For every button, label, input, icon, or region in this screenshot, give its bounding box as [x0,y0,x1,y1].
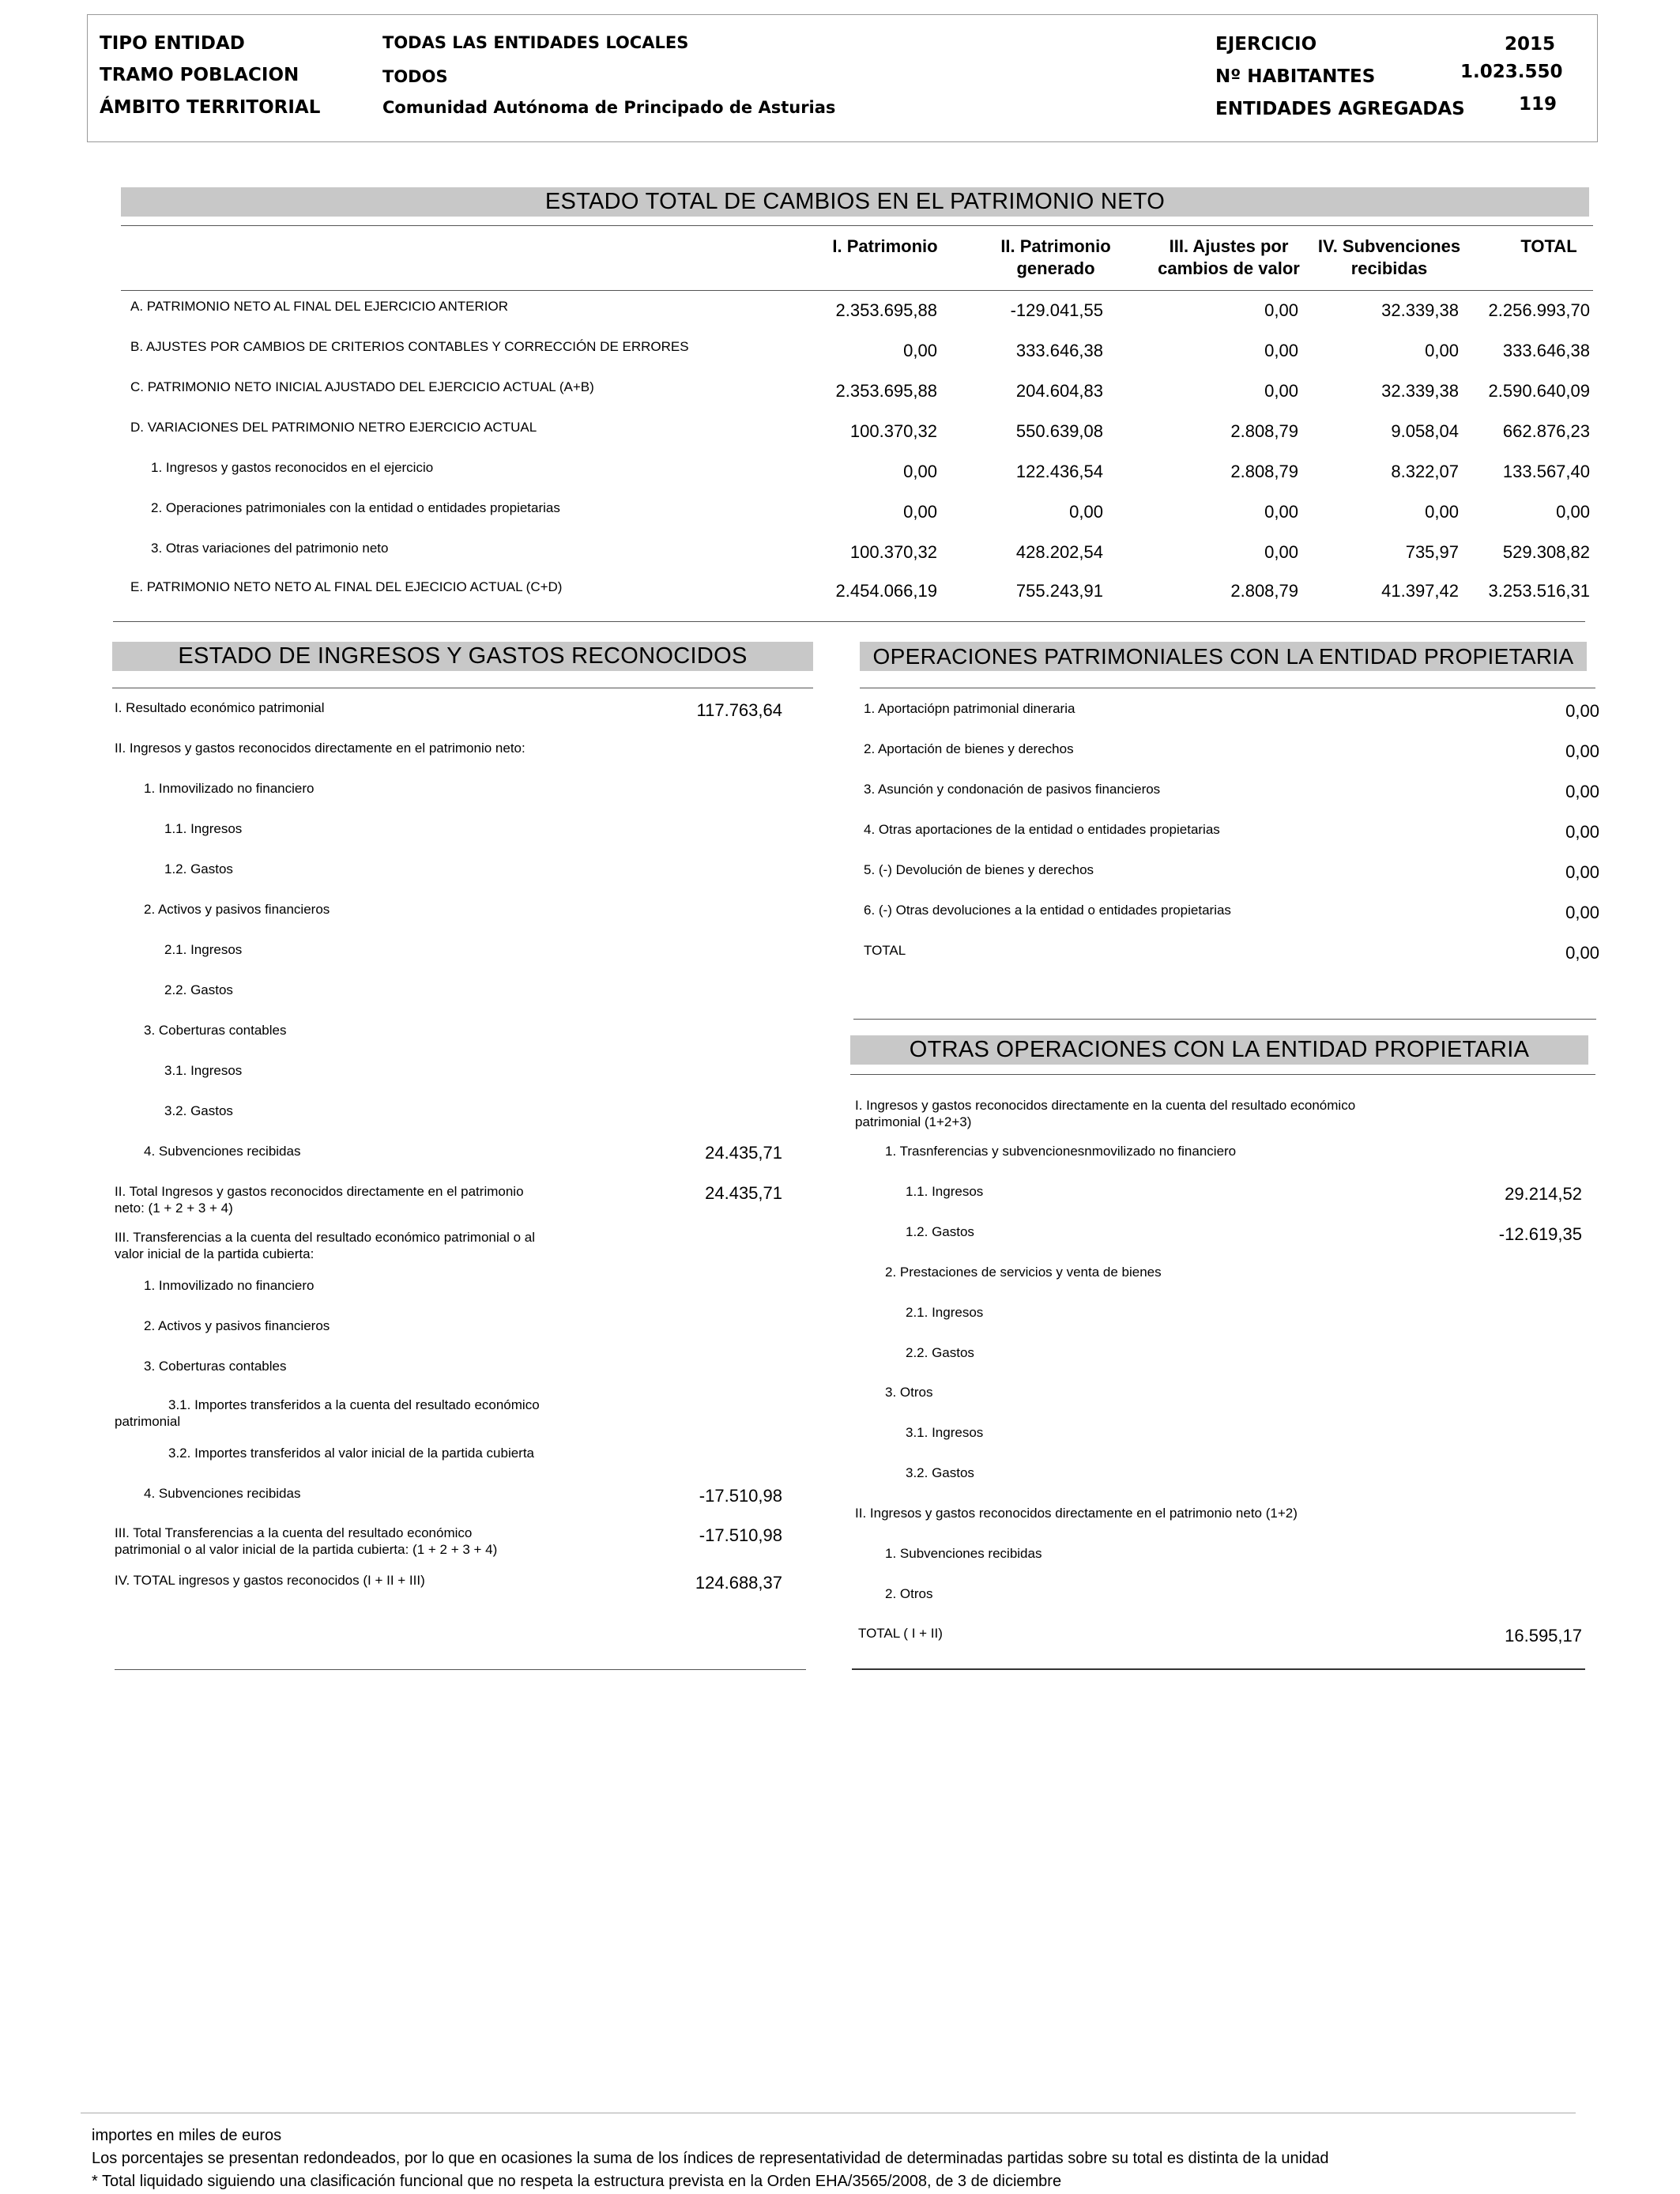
row-label: 2. Operaciones patrimoniales con la entidad o entidades propietarias [151,500,560,515]
item-value: 24.435,71 [705,1143,782,1163]
item-value: -12.619,35 [1498,1224,1582,1244]
row-value: 3.253.516,31 [1488,581,1590,601]
row-value: 2.256.993,70 [1488,300,1590,320]
row-value: 41.397,42 [1381,581,1459,601]
row-value: 2.590.640,09 [1488,381,1590,401]
row-value: 100.370,32 [849,542,937,562]
item-label: 3. Coberturas contables [144,1023,287,1038]
column-header: II. Patrimonio generado [1000,236,1111,278]
row-value: 100.370,32 [849,421,937,441]
footer-rounding-note: Los porcentajes se presentan redondeados, por lo que en ocasiones la suma de los índices de representatividad de determinadas partidas sobre su total es distinta de la unidad [92,2150,1329,2167]
item-label: 2. Otros [885,1586,933,1601]
item-value: 0,00 [1565,822,1599,842]
item-label: I. Resultado económico patrimonial [115,700,325,715]
footer-units-note: importes en miles de euros [92,2127,282,2144]
item-label: 3.1. Ingresos [906,1425,984,1440]
item-label: II. Ingresos y gastos reconocidos directamente en el patrimonio neto (1+2) [855,1506,1298,1521]
item-label: 2.1. Ingresos [906,1305,984,1320]
row-value: 0,00 [1264,502,1298,522]
row-value: 204.604,83 [1015,381,1103,401]
row-value: 133.567,40 [1502,462,1590,481]
item-value: 0,00 [1565,741,1599,761]
item-label: 3. Otros [885,1385,933,1400]
item-label: I. Ingresos y gastos reconocidos directamente en la cuenta del resultado económico patrimonial (1+2+3) [855,1098,1356,1129]
otras-bottom-rule [852,1668,1585,1670]
item-value: 124.688,37 [695,1573,782,1593]
table-header-rule [121,290,1593,291]
row-value: 755.243,91 [1015,581,1103,601]
item-label: 2. Activos y pasivos financieros [144,902,330,917]
operaciones-title: OPERACIONES PATRIMONIALES CON LA ENTIDAD PROPIETARIA [860,642,1587,671]
row-value: 9.058,04 [1391,421,1459,441]
entidades-value: 119 [1519,94,1558,115]
row-label: 1. Ingresos y gastos reconocidos en el ejercicio [151,460,434,475]
row-value: -129.041,55 [1010,300,1103,320]
item-label: 2. Prestaciones de servicios y venta de bienes [885,1265,1162,1280]
row-value: 32.339,38 [1381,381,1459,401]
row-value: 735,97 [1405,542,1459,562]
item-label: 1. Inmovilizado no financiero [144,1278,315,1293]
row-label: 3. Otras variaciones del patrimonio neto [151,541,389,556]
row-value: 2.353.695,88 [835,300,937,320]
item-label: 1. Inmovilizado no financiero [144,781,315,796]
item-label: 1. Trasnferencias y subvencionesnmovilizado no financiero [885,1144,1237,1159]
row-value: 2.808,79 [1230,462,1298,481]
ejercicio-label: EJERCICIO [1215,34,1317,55]
operaciones-bottom-rule [853,1019,1596,1020]
entidades-label: ENTIDADES AGREGADAS [1215,99,1465,119]
row-value: 333.646,38 [1015,341,1103,360]
otras-top-rule [850,1074,1595,1075]
item-label: II. Total Ingresos y gastos reconocidos directamente en el patrimonio neto: (1 + 2 + 3 + 4) [115,1184,524,1216]
item-label: patrimonial [115,1414,181,1429]
item-value: 117.763,64 [696,700,782,720]
row-value: 0,00 [1425,341,1459,360]
tramo-value: TODOS [382,67,448,86]
item-value: 16.595,17 [1505,1626,1582,1646]
item-label: 2.2. Gastos [906,1345,974,1360]
row-value: 2.454.066,19 [835,581,937,601]
item-label: III. Transferencias a la cuenta del resultado económico patrimonial o al valor inicial de la partida cubierta: [115,1230,536,1261]
tipo-value: TODAS LAS ENTIDADES LOCALES [382,33,689,52]
row-label: B. AJUSTES POR CAMBIOS DE CRITERIOS CONTABLES Y CORRECCIÓN DE ERRORES [130,339,689,354]
item-label: 1. Subvenciones recibidas [885,1546,1042,1561]
item-label: 1.2. Gastos [906,1224,974,1239]
ingresos-bottom-rule [115,1669,806,1670]
row-value: 122.436,54 [1015,462,1103,481]
item-label: 4. Subvenciones recibidas [144,1486,301,1501]
row-value: 662.876,23 [1502,421,1590,441]
item-label: IV. TOTAL ingresos y gastos reconocidos (I + II + III) [115,1573,425,1588]
row-value: 333.646,38 [1502,341,1590,360]
ambito-value: Comunidad Autónoma de Principado de Asturias [382,98,836,117]
item-label: II. Ingresos y gastos reconocidos directamente en el patrimonio neto: [115,741,525,756]
item-label: TOTAL [864,943,906,958]
item-label: 1.2. Gastos [164,861,233,876]
item-label: 5. (-) Devolución de bienes y derechos [864,862,1094,877]
row-value: 0,00 [1069,502,1103,522]
item-value: -17.510,98 [699,1525,782,1545]
item-label: 2. Aportación de bienes y derechos [864,741,1074,756]
row-value: 0,00 [1264,341,1298,360]
column-header: IV. Subvenciones recibidas [1317,236,1461,278]
item-label: 2.1. Ingresos [164,942,243,957]
item-label: 6. (-) Otras devoluciones a la entidad o entidades propietarias [864,903,1231,918]
row-label: E. PATRIMONIO NETO NETO AL FINAL DEL EJECICIO ACTUAL (C+D) [130,579,563,594]
patrimonio-neto-title: ESTADO TOTAL DE CAMBIOS EN EL PATRIMONIO NETO [121,187,1589,217]
ingresos-gastos-title: ESTADO DE INGRESOS Y GASTOS RECONOCIDOS [112,642,813,671]
item-label: TOTAL ( I + II) [858,1626,943,1641]
tipo-label: TIPO ENTIDAD [100,33,245,54]
row-value: 550.639,08 [1015,421,1103,441]
row-value: 0,00 [1556,502,1590,522]
item-value: 0,00 [1565,782,1599,801]
tramo-label: TRAMO POBLACION [100,65,299,85]
row-value: 0,00 [1264,381,1298,401]
row-value: 529.308,82 [1502,542,1590,562]
item-value: 29.214,52 [1505,1184,1582,1204]
row-label: C. PATRIMONIO NETO INICIAL AJUSTADO DEL EJERCICIO ACTUAL (A+B) [130,379,594,394]
table-bottom-rule [113,621,1585,622]
row-value: 0,00 [1264,300,1298,320]
ejercicio-value: 2015 [1505,34,1556,55]
ambito-label: ÁMBITO TERRITORIAL [100,97,321,118]
item-label: 4. Subvenciones recibidas [144,1144,301,1159]
item-value: 0,00 [1565,943,1599,963]
row-value: 428.202,54 [1015,542,1103,562]
item-label: 2.2. Gastos [164,982,233,997]
row-label: D. VARIACIONES DEL PATRIMONIO NETRO EJERCICIO ACTUAL [130,420,537,435]
otras-operaciones-title: OTRAS OPERACIONES CON LA ENTIDAD PROPIETARIA [850,1035,1588,1065]
item-label: 3.1. Ingresos [164,1063,243,1078]
column-header: TOTAL [1520,236,1577,256]
row-label: A. PATRIMONIO NETO AL FINAL DEL EJERCICIO ANTERIOR [130,299,508,314]
row-value: 0,00 [1264,542,1298,562]
item-value: 0,00 [1565,701,1599,721]
footer-classification-note: * Total liquidado siguiendo una clasificación funcional que no respeta la estructura prevista en la Orden EHA/3565/2008, de 3 de diciembre [92,2173,1062,2190]
item-label: 2. Activos y pasivos financieros [144,1318,330,1333]
item-value: 24.435,71 [705,1183,782,1203]
item-label: 1.1. Ingresos [164,821,243,836]
item-value: -17.510,98 [699,1486,782,1506]
column-header: III. Ajustes por cambios de valor [1158,236,1300,278]
habitantes-value: 1.023.550 [1460,62,1563,82]
item-label: 3. Coberturas contables [144,1359,287,1374]
row-value: 2.808,79 [1230,581,1298,601]
item-value: 0,00 [1565,862,1599,882]
row-value: 8.322,07 [1391,462,1459,481]
row-value: 0,00 [903,462,937,481]
row-value: 2.808,79 [1230,421,1298,441]
item-label: 3.2. Gastos [164,1103,233,1118]
item-label: 1.1. Ingresos [906,1184,984,1199]
row-value: 0,00 [903,341,937,360]
row-value: 0,00 [903,502,937,522]
item-label: 3.1. Importes transferidos a la cuenta del resultado económico [168,1397,540,1412]
item-value: 0,00 [1565,903,1599,922]
item-label: 3.2. Importes transferidos al valor inicial de la partida cubierta [168,1446,535,1461]
item-label: 4. Otras aportaciones de la entidad o entidades propietarias [864,822,1220,837]
item-label: 3. Asunción y condonación de pasivos financieros [864,782,1161,797]
item-label: 3.2. Gastos [906,1465,974,1480]
habitantes-label: Nº HABITANTES [1215,66,1376,87]
row-value: 32.339,38 [1381,300,1459,320]
column-header: I. Patrimonio [832,236,938,256]
table-top-rule [121,225,1593,226]
item-label: 1. Aportaciópn patrimonial dineraria [864,701,1075,716]
item-label: III. Total Transferencias a la cuenta del resultado económico patrimonial o al valor inicial de la partida cubierta: (1 + 2 + 3 + 4) [115,1525,498,1557]
row-value: 2.353.695,88 [835,381,937,401]
row-value: 0,00 [1425,502,1459,522]
